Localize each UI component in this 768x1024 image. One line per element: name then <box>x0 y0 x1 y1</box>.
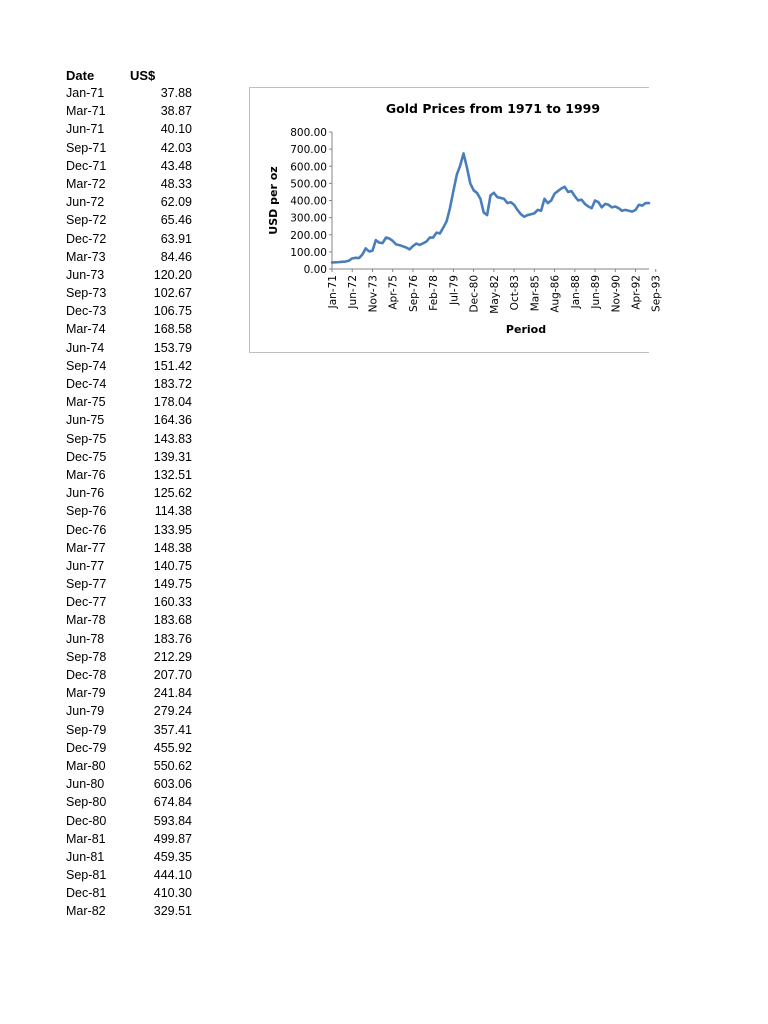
row-value: 37.88 <box>160 86 192 100</box>
table-row <box>0 777 220 795</box>
table-row <box>0 595 220 613</box>
table-row <box>0 122 220 140</box>
row-value: 207.70 <box>153 668 192 682</box>
table-row <box>0 268 220 286</box>
chart-svg <box>250 88 663 352</box>
y-axis-label: USD per oz <box>267 166 280 235</box>
table-row <box>0 304 220 322</box>
row-date: Jan-71 <box>66 86 105 100</box>
x-tick-label: Aug-86 <box>549 275 562 313</box>
row-value: 63.91 <box>160 231 192 246</box>
table-row <box>0 395 220 413</box>
row-date: Sep-76 <box>66 504 107 519</box>
chart-title: Gold Prices from 1971 to 1999 <box>385 101 601 116</box>
row-date: Jun-71 <box>66 122 105 137</box>
row-date: Dec-78 <box>66 668 107 682</box>
y-tick-label: 500.00 <box>290 178 327 191</box>
table-row <box>0 377 220 395</box>
row-value: 455.92 <box>153 740 192 755</box>
row-date: Sep-71 <box>66 140 107 155</box>
row-value: 499.87 <box>153 831 192 846</box>
x-tick-label: Jan-71 <box>327 275 339 309</box>
row-value: 102.67 <box>153 286 192 301</box>
row-date: Jun-75 <box>66 413 105 428</box>
row-date: Jun-81 <box>66 849 105 864</box>
gold-price-line <box>332 153 649 262</box>
row-value: 62.09 <box>160 195 192 210</box>
table-row <box>0 704 220 722</box>
row-value: 133.95 <box>153 522 192 537</box>
x-tick-label: Mar-85 <box>529 275 542 312</box>
row-date: Dec-73 <box>66 304 107 319</box>
row-value: 43.48 <box>160 158 192 173</box>
row-value: 139.31 <box>153 449 192 464</box>
x-tick-label: Apr-92 <box>630 275 643 310</box>
row-date: Dec-74 <box>66 377 107 391</box>
row-value: 84.46 <box>160 249 192 264</box>
row-date: Mar-74 <box>66 322 106 337</box>
row-date: Sep-72 <box>66 213 107 228</box>
table-row <box>0 868 220 886</box>
table-row <box>0 450 220 468</box>
table-row <box>0 741 220 759</box>
date-column-header: Date <box>66 68 95 83</box>
table-row <box>0 632 220 650</box>
row-date: Mar-76 <box>66 467 106 482</box>
row-value: 164.36 <box>153 413 192 428</box>
table-row <box>0 559 220 577</box>
table-row <box>0 232 220 250</box>
row-value: 153.79 <box>153 340 192 355</box>
row-value: 674.84 <box>153 795 192 810</box>
x-tick-label: Nov-73 <box>367 275 380 313</box>
row-value: 40.10 <box>160 122 192 137</box>
row-date: Dec-77 <box>66 595 107 610</box>
row-date: Mar-71 <box>66 104 106 119</box>
table-row <box>0 686 220 704</box>
x-tick-label: Oct-83 <box>509 275 522 311</box>
row-value: 410.30 <box>153 886 192 901</box>
x-tick-label: May-82 <box>488 275 501 314</box>
row-value: 106.75 <box>153 304 192 319</box>
row-value: 603.06 <box>153 777 192 792</box>
row-date: Sep-81 <box>66 868 107 883</box>
y-tick-label: 200.00 <box>290 229 327 242</box>
row-value: 149.75 <box>153 577 192 592</box>
row-value: 444.10 <box>153 868 192 883</box>
row-date: Jun-78 <box>66 631 105 646</box>
y-tick-label: 0.00 <box>303 264 327 276</box>
row-value: 329.51 <box>153 904 192 919</box>
x-tick-label: Jan-88 <box>569 275 582 309</box>
row-date: Jun-80 <box>66 777 105 792</box>
x-tick-label: Jun-72 <box>347 275 360 309</box>
row-date: Dec-76 <box>66 522 107 537</box>
row-value: 148.38 <box>153 540 192 555</box>
row-value: 550.62 <box>153 758 192 773</box>
row-date: Jun-79 <box>66 704 105 719</box>
row-value: 183.76 <box>153 631 192 646</box>
table-row <box>0 541 220 559</box>
row-value: 132.51 <box>153 467 192 482</box>
row-value: 125.62 <box>153 486 192 501</box>
table-row <box>0 159 220 177</box>
usd-column-header: US$ <box>130 68 156 83</box>
row-date: Sep-77 <box>66 577 107 592</box>
row-value: 160.33 <box>153 595 192 610</box>
row-value: 279.24 <box>153 704 192 719</box>
row-date: Dec-80 <box>66 813 107 828</box>
x-tick-label: Dec-80 <box>468 275 481 313</box>
y-tick-label: 700.00 <box>290 144 327 157</box>
row-date: Dec-75 <box>66 449 107 464</box>
table-row <box>0 486 220 504</box>
row-date: Sep-73 <box>66 286 107 301</box>
table-row <box>0 795 220 813</box>
row-date: Sep-78 <box>66 649 107 664</box>
table-row <box>0 195 220 213</box>
row-date: Mar-82 <box>66 904 106 919</box>
row-value: 241.84 <box>153 686 192 701</box>
gold-price-chart <box>249 87 663 353</box>
table-row <box>0 213 220 231</box>
row-date: Mar-73 <box>66 249 106 264</box>
y-tick-label: 300.00 <box>290 212 327 225</box>
table-row <box>0 814 220 832</box>
row-date: Mar-80 <box>66 758 106 773</box>
row-value: 38.87 <box>160 104 192 119</box>
x-tick-label: Sep-93 <box>650 275 663 312</box>
table-row <box>0 577 220 595</box>
row-value: 151.42 <box>153 358 192 373</box>
data-table <box>0 86 220 923</box>
row-value: 212.29 <box>153 649 192 664</box>
row-date: Sep-79 <box>66 722 107 737</box>
x-axis-label: Period <box>505 323 547 336</box>
table-row <box>0 523 220 541</box>
row-date: Jun-72 <box>66 195 105 210</box>
table-row <box>0 413 220 431</box>
y-tick-label: 800.00 <box>290 127 327 139</box>
table-row <box>0 104 220 122</box>
x-tick-label: Apr-75 <box>387 275 400 310</box>
table-row <box>0 832 220 850</box>
row-date: Jun-76 <box>66 486 105 501</box>
row-date: Jun-74 <box>66 340 105 355</box>
table-row <box>0 468 220 486</box>
table-row <box>0 286 220 304</box>
y-tick-label: 600.00 <box>290 161 327 174</box>
row-date: Jun-73 <box>66 267 105 282</box>
row-value: 114.38 <box>154 504 192 519</box>
row-value: 48.33 <box>160 176 192 191</box>
row-value: 140.75 <box>153 558 192 573</box>
row-value: 168.58 <box>153 322 192 337</box>
row-value: 178.04 <box>153 395 192 410</box>
row-date: Dec-81 <box>66 886 107 901</box>
table-row <box>0 86 220 104</box>
table-row <box>0 341 220 359</box>
table-row <box>0 886 220 904</box>
table-row <box>0 432 220 450</box>
row-date: Sep-80 <box>66 795 107 810</box>
row-value: 42.03 <box>160 140 192 155</box>
row-date: Dec-72 <box>66 231 107 246</box>
row-date: Sep-75 <box>66 431 107 446</box>
row-value: 593.84 <box>153 813 192 828</box>
table-row <box>0 250 220 268</box>
table-row <box>0 141 220 159</box>
row-date: Sep-74 <box>66 358 107 373</box>
row-date: Mar-75 <box>66 395 106 410</box>
table-row <box>0 850 220 868</box>
row-value: 65.46 <box>160 213 192 228</box>
row-date: Mar-72 <box>66 176 106 191</box>
row-date: Dec-71 <box>66 158 107 173</box>
x-tick-label: Jul-79 <box>448 275 461 305</box>
table-row <box>0 177 220 195</box>
y-tick-label: 100.00 <box>290 246 327 259</box>
table-row <box>0 904 220 922</box>
x-tick-label: Sep-76 <box>407 275 420 312</box>
row-date: Mar-81 <box>66 831 106 846</box>
row-date: Dec-79 <box>66 740 107 755</box>
row-value: 143.83 <box>153 431 192 446</box>
row-date: Mar-79 <box>66 686 106 701</box>
table-row <box>0 759 220 777</box>
table-row <box>0 650 220 668</box>
table-row <box>0 668 220 686</box>
table-row <box>0 613 220 631</box>
table-row <box>0 322 220 340</box>
table-row <box>0 504 220 522</box>
row-date: Jun-77 <box>66 558 105 573</box>
row-date: Mar-77 <box>66 540 106 555</box>
x-tick-label: Nov-90 <box>610 275 623 313</box>
row-value: 183.72 <box>153 377 192 391</box>
row-date: Mar-78 <box>66 613 106 628</box>
y-tick-label: 400.00 <box>290 195 327 208</box>
row-value: 357.41 <box>153 722 192 737</box>
row-value: 459.35 <box>153 849 192 864</box>
x-tick-label: Jun-89 <box>590 275 603 309</box>
x-tick-label: Feb-78 <box>428 275 441 311</box>
row-value: 183.68 <box>153 613 192 628</box>
table-row <box>0 723 220 741</box>
row-value: 120.20 <box>153 267 192 282</box>
table-row <box>0 359 220 377</box>
